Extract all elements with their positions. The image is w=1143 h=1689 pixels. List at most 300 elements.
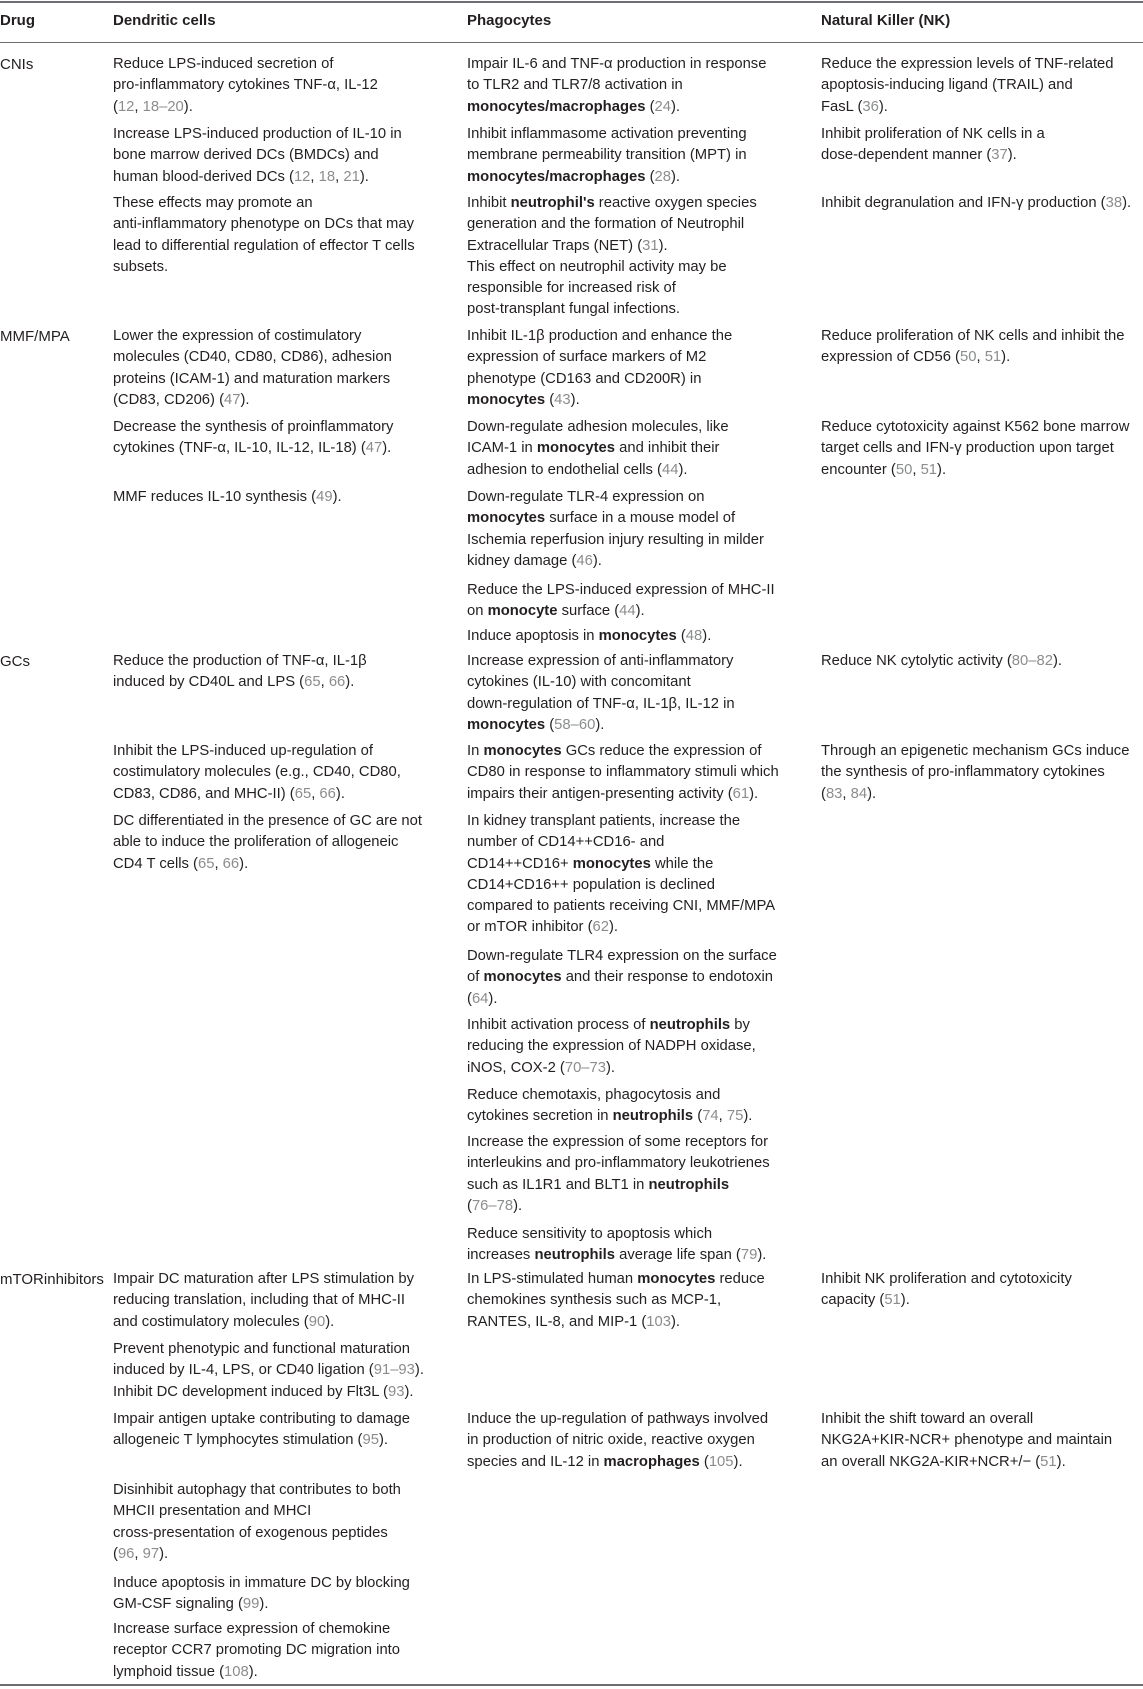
reference-link[interactable]: 61	[732, 785, 750, 802]
cell-paragraph	[821, 326, 1125, 369]
cell-paragraph	[821, 741, 1129, 805]
text-run: CD83, CD86, and MHC-II) (	[113, 785, 295, 802]
text-run: Inhibit proliferation of NK cells in a	[821, 126, 1045, 142]
text-run: Reduce LPS-induced secretion of	[113, 56, 334, 72]
text-run: lead to differential regulation of effector T cells	[113, 237, 415, 254]
text-line	[467, 1015, 756, 1036]
reference-link[interactable]: 75	[726, 1108, 744, 1125]
text-line	[467, 530, 764, 551]
text-run: (	[699, 1453, 709, 1470]
text-run: impairs their antigen-presenting activity (	[467, 785, 733, 802]
text-run: ,	[310, 168, 319, 185]
text-run: Increase LPS-induced production of IL-10 in	[113, 126, 402, 142]
text-line	[467, 1132, 770, 1153]
text-run: (	[545, 391, 555, 408]
text-run: receptor CCR7 promoting DC migration into	[113, 1642, 401, 1659]
text-run: These effects may promote an	[113, 195, 313, 211]
cell-paragraph	[467, 811, 775, 939]
drug-label	[0, 1269, 104, 1290]
text-line	[467, 508, 764, 529]
text-run: ).	[609, 919, 619, 936]
text-line	[467, 1430, 768, 1451]
text-run: Reduce the expression levels of TNF-related	[821, 56, 1114, 72]
text-run: ).	[749, 785, 759, 802]
text-run: (	[113, 98, 118, 115]
drug-label-line: inhibitors	[43, 1271, 104, 1288]
reference-link[interactable]: 58–60	[554, 716, 596, 733]
text-line	[113, 369, 392, 390]
text-run: subsets.	[113, 258, 169, 275]
emphasized-cell-type: monocytes	[483, 969, 562, 986]
text-run: Down-regulate TLR4 expression on the surface	[467, 948, 777, 964]
text-run: Impair DC maturation after LPS stimulation by	[113, 1271, 414, 1287]
text-run: ,	[335, 168, 344, 185]
text-run: ).	[570, 391, 580, 408]
text-run: ).	[1122, 195, 1132, 211]
text-run: In	[467, 743, 484, 759]
text-run: cross-presentation of exogenous peptides	[113, 1524, 388, 1541]
emphasized-cell-type: neutrophils	[612, 1108, 694, 1125]
text-run: ).	[1056, 1453, 1066, 1470]
text-run: in production of nitric oxide, reactive oxygen	[467, 1432, 755, 1449]
text-run: reduce	[715, 1271, 765, 1287]
text-line	[467, 460, 729, 481]
reference-link[interactable]: 93	[388, 1383, 405, 1400]
cell-paragraph	[113, 124, 402, 188]
text-line	[113, 97, 378, 118]
drug-label	[0, 326, 70, 347]
text-run: Decrease the synthesis of proinflammatory	[113, 419, 394, 435]
reference-link[interactable]: 99	[242, 1596, 260, 1613]
text-line	[467, 1153, 770, 1174]
header-bottom-rule	[0, 42, 1143, 43]
text-run: membrane permeability transition (MPT) in	[467, 147, 747, 164]
text-run: while the	[650, 855, 714, 872]
text-run: phenotype (CD163 and CD200R) in	[467, 370, 702, 387]
text-run: (	[645, 168, 655, 185]
text-line	[113, 811, 422, 832]
text-line	[467, 651, 735, 672]
text-line	[467, 1085, 752, 1106]
text-run: ).	[678, 461, 688, 478]
text-run: ).	[332, 489, 342, 505]
reference-link[interactable]: 83	[825, 785, 843, 802]
reference-link[interactable]: 103	[646, 1313, 671, 1330]
text-line	[113, 832, 422, 853]
text-run: CD14++CD16+	[467, 855, 573, 872]
text-run: increases	[467, 1247, 535, 1264]
reference-link[interactable]: 51	[884, 1292, 901, 1309]
text-line	[467, 347, 732, 368]
text-line	[113, 784, 401, 805]
reference-link[interactable]: 47	[365, 440, 383, 457]
cell-paragraph	[467, 1085, 752, 1128]
text-line	[113, 1382, 424, 1403]
text-run: generation and the formation of Neutrophil	[467, 216, 745, 233]
text-line	[113, 762, 401, 783]
text-line	[821, 784, 1129, 805]
reference-link[interactable]: 51	[1040, 1453, 1057, 1470]
text-run: and their response to endotoxin	[561, 969, 773, 986]
text-run: on	[467, 603, 488, 620]
reference-link[interactable]: 12	[117, 98, 135, 115]
reference-link[interactable]: 50	[895, 461, 913, 478]
cell-paragraph	[467, 487, 764, 572]
reference-link[interactable]: 49	[316, 489, 333, 505]
reference-link[interactable]: 64	[471, 990, 489, 1007]
text-line	[821, 1290, 1072, 1311]
text-line	[113, 1594, 410, 1615]
header-drug: Drug	[0, 12, 35, 29]
reference-link[interactable]: 74	[702, 1108, 719, 1125]
cell-paragraph	[467, 124, 747, 188]
text-run: cytokines (TNF-α, IL-10, IL-12, IL-18) (	[113, 440, 366, 457]
emphasized-cell-type: monocytes	[467, 716, 546, 733]
text-line	[113, 145, 402, 166]
text-line	[113, 487, 342, 508]
text-run: Disinhibit autophagy that contributes to both	[113, 1482, 401, 1498]
reference-link[interactable]: 91–93	[373, 1362, 415, 1379]
text-run: pro-inflammatory cytokines TNF-α, IL-12	[113, 77, 378, 94]
text-run: down-regulation of TNF-α, IL-1β, IL-12 in	[467, 695, 735, 712]
text-run: (	[645, 98, 655, 115]
cell-paragraph	[113, 417, 393, 460]
cell-paragraph	[467, 54, 766, 118]
cell-paragraph	[113, 54, 378, 118]
header-natural-killer: Natural Killer (NK)	[821, 12, 951, 29]
text-run: allogeneic T lymphocytes stimulation (	[113, 1432, 363, 1449]
text-line	[467, 832, 775, 853]
text-line	[467, 1269, 765, 1290]
text-run: Induce apoptosis in immature DC by blocking	[113, 1575, 410, 1591]
text-line	[113, 1640, 400, 1661]
text-run: ).	[900, 1292, 910, 1309]
emphasized-cell-type: monocytes	[467, 510, 546, 527]
reference-link[interactable]: 62	[592, 919, 609, 936]
text-run: ).	[702, 628, 712, 644]
text-line	[467, 1175, 770, 1196]
text-line	[467, 946, 777, 967]
text-run: Prevent phenotypic and functional maturation	[113, 1341, 410, 1357]
text-line	[467, 1290, 765, 1311]
cell-paragraph	[467, 1015, 756, 1079]
text-line	[467, 896, 775, 917]
text-line	[113, 741, 401, 762]
text-line	[467, 875, 775, 896]
emphasized-cell-type: monocytes/macrophages	[467, 168, 646, 185]
text-run: molecules (CD40, CD80, CD86), adhesion	[113, 349, 392, 366]
text-run: ,	[134, 1545, 143, 1562]
text-line	[821, 54, 1114, 75]
text-run: (	[545, 716, 555, 733]
table-top-rule	[0, 1, 1143, 3]
emphasized-cell-type: monocytes	[637, 1271, 716, 1287]
text-run: reducing the expression of NADPH oxidase,	[467, 1038, 756, 1055]
emphasized-cell-type: neutrophils	[649, 1017, 731, 1033]
text-run: ).	[743, 1108, 753, 1125]
text-run: ).	[239, 855, 249, 872]
text-line	[113, 1269, 414, 1290]
text-run: ).	[757, 1247, 767, 1264]
text-run: ).	[937, 461, 947, 478]
text-run: the synthesis of pro-inflammatory cytokines	[821, 764, 1105, 781]
reference-link[interactable]: 51	[920, 461, 938, 478]
cell-paragraph	[467, 326, 732, 411]
text-line	[821, 651, 1062, 672]
reference-link[interactable]: 95	[362, 1432, 379, 1449]
text-line	[113, 1480, 401, 1501]
reference-link[interactable]: 80–82	[1011, 653, 1053, 669]
reference-link[interactable]: 47	[224, 391, 241, 408]
text-run: and costimulatory molecules (	[113, 1313, 309, 1330]
text-run: such as IL1R1 and BLT1 in	[467, 1176, 649, 1193]
text-line	[467, 762, 779, 783]
text-line	[467, 236, 757, 257]
cell-paragraph	[113, 741, 401, 805]
text-line	[467, 257, 757, 278]
text-run: CD80 in response to inflammatory stimuli which	[467, 764, 779, 781]
text-run: Inhibit inflammasome activation preventing	[467, 126, 747, 142]
text-line	[467, 167, 747, 188]
text-line	[821, 1409, 1112, 1430]
text-line	[467, 75, 766, 96]
reference-link[interactable]: 90	[308, 1313, 326, 1330]
emphasized-cell-type: neutrophils	[534, 1247, 616, 1264]
text-run: Increase surface expression of chemokine	[113, 1621, 391, 1637]
text-line	[467, 694, 735, 715]
text-run: average life span (	[615, 1247, 741, 1264]
text-line	[467, 97, 766, 118]
reference-link[interactable]: 96	[117, 1545, 135, 1562]
text-run: kidney damage (	[467, 552, 577, 569]
reference-link[interactable]: 50	[960, 349, 977, 366]
text-run: (	[676, 628, 686, 644]
reference-link[interactable]: 18	[318, 168, 336, 185]
reference-link[interactable]: 48	[685, 628, 703, 644]
cell-paragraph	[821, 1269, 1072, 1312]
text-run: ).	[335, 785, 345, 802]
text-run: target cells and IFN-γ production upon target	[821, 440, 1114, 457]
text-run: Inhibit the shift toward an overall	[821, 1411, 1034, 1427]
text-line	[467, 438, 729, 459]
cell-paragraph	[113, 1619, 400, 1683]
reference-link[interactable]: 37	[991, 147, 1008, 164]
text-line	[113, 1523, 401, 1544]
text-line	[821, 124, 1045, 145]
text-run: of	[467, 969, 484, 986]
text-run: anti-inflammatory phenotype on DCs that may	[113, 216, 415, 233]
emphasized-cell-type: monocytes	[572, 855, 651, 872]
drug-label-line: GCs	[0, 653, 30, 670]
emphasized-cell-type: monocytes	[536, 440, 616, 457]
reference-link[interactable]: 108	[224, 1663, 249, 1680]
reference-link[interactable]: 43	[554, 391, 571, 408]
text-line	[467, 369, 732, 390]
emphasized-cell-type: monocyte	[487, 603, 558, 620]
text-run: ).	[595, 716, 605, 733]
reference-link[interactable]: 21	[343, 168, 360, 185]
reference-link[interactable]: 84	[850, 785, 868, 802]
reference-link[interactable]: 65	[294, 785, 312, 802]
text-line	[467, 145, 747, 166]
text-line	[467, 626, 711, 647]
text-run: In kidney transplant patients, increase the	[467, 813, 741, 829]
text-line	[467, 601, 775, 622]
text-line	[113, 651, 367, 672]
text-run: Inhibit	[467, 195, 511, 211]
text-run: cytokines secretion in	[467, 1108, 613, 1125]
text-run: (	[467, 990, 472, 1007]
text-line	[821, 741, 1129, 762]
reference-link[interactable]: 76–78	[471, 1197, 514, 1214]
text-run: In LPS-stimulated human	[467, 1271, 638, 1287]
reference-link[interactable]: 36	[862, 98, 879, 115]
text-run: Through an epigenetic mechanism GCs induce	[821, 743, 1130, 759]
emphasized-cell-type: macrophages	[603, 1453, 700, 1470]
reference-link[interactable]: 79	[740, 1247, 758, 1264]
text-line	[467, 487, 764, 508]
text-line	[467, 54, 766, 75]
text-run: GM-CSF signaling (	[113, 1596, 243, 1613]
text-run: ICAM-1 in	[467, 440, 537, 457]
text-run: (	[693, 1108, 703, 1125]
text-run: ).	[635, 603, 645, 620]
text-run: MHCII presentation and MHCI	[113, 1503, 312, 1520]
text-run: ).	[867, 785, 877, 802]
text-run: (	[113, 1545, 118, 1562]
text-run: surface in a mouse model of	[545, 510, 736, 527]
text-run: capacity (	[821, 1292, 885, 1309]
text-run: ).	[378, 1432, 388, 1449]
text-line	[821, 1452, 1112, 1473]
reference-link[interactable]: 28	[654, 168, 671, 185]
text-line	[467, 1452, 768, 1473]
text-line	[467, 989, 777, 1010]
text-run: surface (	[557, 603, 620, 620]
text-line	[467, 854, 775, 875]
text-line	[113, 438, 393, 459]
cell-paragraph	[467, 626, 711, 647]
text-line	[113, 193, 415, 214]
cell-paragraph	[113, 1269, 414, 1333]
text-line	[467, 278, 757, 299]
text-line	[821, 460, 1129, 481]
text-line	[467, 967, 777, 988]
text-line	[113, 1662, 400, 1683]
reference-link[interactable]: 105	[708, 1453, 734, 1470]
reference-link[interactable]: 31	[642, 237, 659, 254]
text-line	[467, 1409, 768, 1430]
text-run: ,	[842, 785, 851, 802]
text-run: ,	[134, 98, 143, 115]
text-line	[467, 1036, 756, 1057]
text-line	[113, 214, 415, 235]
text-run: ,	[311, 785, 320, 802]
text-line	[113, 124, 402, 145]
reference-link[interactable]: 46	[576, 552, 593, 569]
reference-link[interactable]: 12	[293, 168, 311, 185]
text-run: ).	[670, 168, 681, 185]
text-run: species and IL-12 in	[467, 1453, 604, 1470]
emphasized-cell-type: neutrophils	[648, 1176, 730, 1193]
cell-paragraph	[467, 741, 779, 805]
text-run: number of CD14++CD16- and	[467, 834, 665, 851]
reference-link[interactable]: 44	[619, 603, 636, 620]
text-run: (	[467, 1197, 472, 1214]
text-run: Lower the expression of costimulatory	[113, 328, 362, 344]
reference-link[interactable]: 51	[984, 349, 1002, 366]
cell-paragraph	[467, 1132, 770, 1217]
text-line	[467, 299, 757, 320]
text-line	[113, 1312, 414, 1333]
text-run: Increase expression of anti-inflammatory	[467, 653, 734, 669]
text-line	[467, 214, 757, 235]
reference-link[interactable]: 44	[661, 461, 679, 478]
text-run: DC differentiated in the presence of GC are not	[113, 813, 422, 829]
text-run: an overall NKG2A-KIR+NCR+/− (	[821, 1453, 1041, 1470]
text-line	[467, 193, 757, 214]
text-run: able to induce the proliferation of allogeneic	[113, 834, 399, 851]
reference-link[interactable]: 65	[304, 674, 321, 691]
cell-paragraph	[821, 54, 1114, 118]
text-run: ).	[325, 1313, 335, 1330]
reference-link[interactable]: 66	[319, 785, 336, 802]
text-line	[467, 417, 729, 438]
text-line	[467, 1224, 766, 1245]
text-line	[467, 715, 735, 736]
text-run: Inhibit degranulation and IFN-γ production (	[821, 195, 1106, 211]
cell-paragraph	[467, 580, 775, 623]
text-run: Induce the up-regulation of pathways involved	[467, 1411, 769, 1427]
text-run: Reduce the LPS-induced expression of MHC-II	[467, 582, 775, 598]
text-line	[821, 762, 1129, 783]
text-run: Reduce proliferation of NK cells and inhibit the	[821, 328, 1125, 344]
text-run: Reduce chemotaxis, phagocytosis and	[467, 1087, 721, 1103]
text-run: (CD83, CD206) (	[113, 391, 225, 408]
text-run: ).	[592, 552, 602, 569]
cell-paragraph	[113, 1339, 424, 1403]
text-line	[113, 1409, 410, 1430]
text-line	[113, 54, 378, 75]
reference-link[interactable]: 66	[222, 855, 240, 872]
reference-link[interactable]: 18–20	[142, 98, 184, 115]
text-line	[113, 390, 392, 411]
text-run: ).	[404, 1383, 414, 1400]
reference-link[interactable]: 65	[197, 855, 215, 872]
text-run: FasL (	[821, 98, 863, 115]
text-run: ,	[718, 1108, 727, 1125]
reference-link[interactable]: 24	[654, 98, 671, 115]
reference-link[interactable]: 66	[328, 674, 346, 691]
cell-paragraph	[821, 1409, 1112, 1473]
text-line	[467, 551, 764, 572]
text-run: ,	[320, 674, 329, 691]
text-run: ).	[382, 440, 392, 457]
reference-link[interactable]: 38	[1105, 195, 1123, 211]
text-line	[821, 1269, 1072, 1290]
cell-paragraph	[113, 1573, 410, 1616]
reference-link[interactable]: 97	[142, 1545, 160, 1562]
text-line	[113, 1290, 414, 1311]
text-run: to TLR2 and TLR7/8 activation in	[467, 77, 683, 94]
text-run: ,	[912, 461, 921, 478]
cell-paragraph	[467, 193, 757, 321]
text-run: ).	[359, 168, 369, 185]
reference-link[interactable]: 70–73	[564, 1059, 606, 1076]
text-line	[113, 1339, 424, 1360]
text-line	[467, 326, 732, 347]
text-run: iNOS, COX-2 (	[467, 1059, 565, 1076]
